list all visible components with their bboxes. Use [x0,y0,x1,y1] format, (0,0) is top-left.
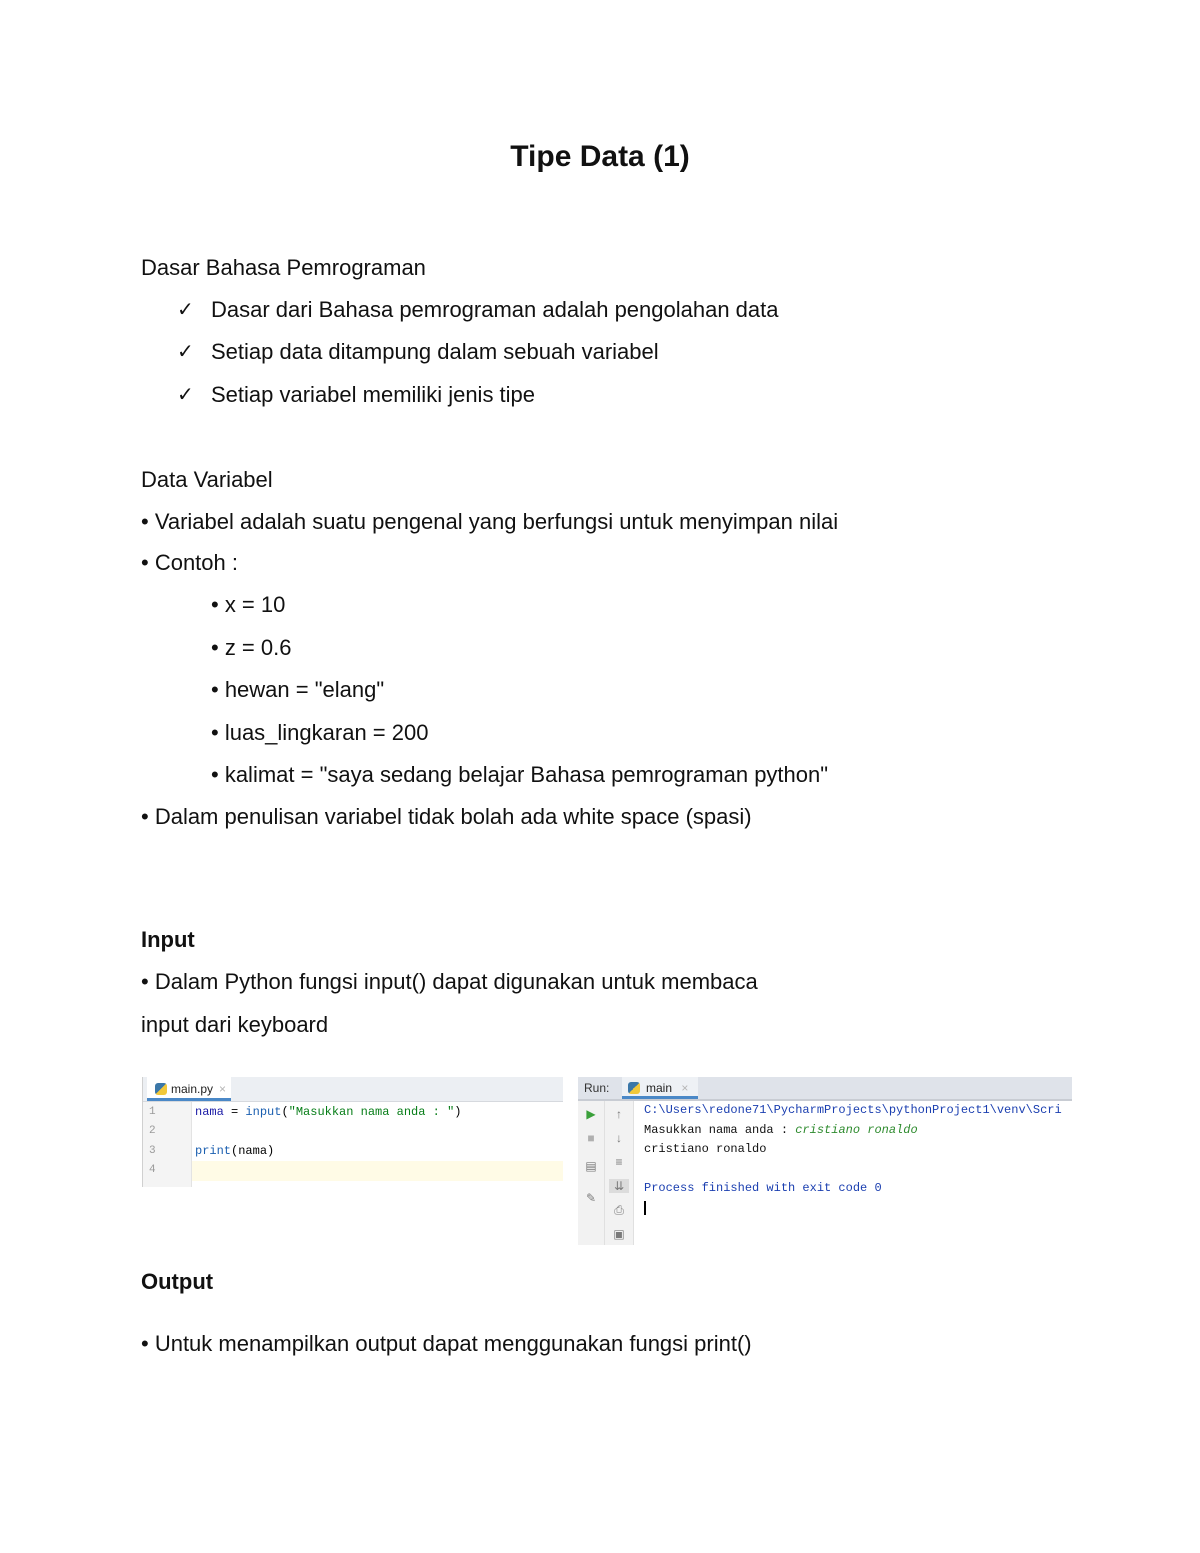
page-title: Tipe Data (1) [510,140,690,173]
console-caret[interactable] [644,1201,646,1215]
example-item: • kalimat = "saya sedang belajar Bahasa pemrograman python" [211,762,829,787]
example-item: • luas_lingkaran = 200 [211,720,429,745]
line-number: 1 [149,1106,156,1118]
bullet-item: • Dalam Python fungsi input() dapat digunakan untuk membaca [141,969,758,994]
section-heading-input: Input [141,927,195,952]
console-prompt: Masukkan nama anda : [644,1123,796,1137]
check-item: Setiap data ditampung dalam sebuah variabel [211,339,659,364]
code-paren: ( [281,1105,289,1119]
play-icon[interactable]: ▶ [586,1107,596,1121]
line-gutter [143,1102,192,1187]
run-console-screenshot [578,1077,1072,1245]
example-item: • x = 10 [211,592,286,617]
run-label: Run: [584,1081,610,1095]
python-file-icon [628,1082,640,1094]
paragraph-line: input dari keyboard [141,1012,329,1037]
code-editor-screenshot [142,1077,563,1187]
console-path: C:\Users\redone71\PycharmProjects\pythonProject1\venv\Scri [644,1103,1062,1117]
python-file-icon [155,1083,167,1095]
run-toolbar-right [605,1101,634,1245]
check-item: Setiap variabel memiliki jenis tipe [211,382,536,407]
scroll-to-end-icon[interactable]: ⇊ [609,1179,629,1193]
stop-icon[interactable]: ■ [587,1131,595,1145]
console-output: cristiano ronaldo [644,1142,767,1156]
arrow-up-icon[interactable]: ↑ [616,1107,622,1121]
bullet-item: • Untuk menampilkan output dapat menggunakan fungsi print() [141,1331,752,1356]
bullet-item: • Variabel adalah suatu pengenal yang berfungsi untuk menyimpan nilai [141,509,839,534]
line-number: 4 [149,1164,156,1176]
section-heading-output: Output [141,1269,214,1294]
bullet-item: • Contoh : [141,550,238,575]
code-function: input [245,1105,282,1119]
run-toolbar-left [578,1101,605,1245]
code-line-3[interactable] [195,1144,274,1158]
checkmark-icon: ✓ [177,299,194,321]
bullet-item: • Dalam penulisan variabel tidak bolah ada white space (spasi) [141,804,752,829]
section-heading-dasar: Dasar Bahasa Pemrograman [141,255,426,280]
close-icon[interactable]: × [681,1081,689,1095]
pin-icon[interactable]: ✎ [585,1191,597,1205]
line-number: 3 [149,1145,156,1157]
soft-wrap-icon[interactable]: ≡ [615,1155,623,1169]
run-tab-label: main [646,1081,673,1095]
checkmark-icon: ✓ [177,341,194,363]
code-string: "Masukkan nama anda : " [288,1105,455,1119]
code-variable: nama [195,1105,224,1119]
code-function: print [195,1144,232,1158]
code-line-1[interactable] [195,1105,461,1119]
example-item: • hewan = "elang" [211,677,385,702]
line-number: 2 [149,1125,156,1137]
run-tab-main[interactable] [622,1077,698,1099]
code-paren: ) [454,1105,462,1119]
layout-icon[interactable]: ▤ [585,1159,597,1173]
trash-icon[interactable]: ▣ [613,1227,625,1241]
code-args: (nama) [231,1144,275,1158]
editor-tab-label: main.py [171,1082,214,1096]
close-icon[interactable]: × [219,1082,227,1096]
section-heading-data-variabel: Data Variabel [141,467,273,492]
check-item: Dasar dari Bahasa pemrograman adalah pengolahan data [211,297,779,322]
checkmark-icon: ✓ [177,384,194,406]
run-tab-bar [578,1077,1072,1101]
arrow-down-icon[interactable]: ↓ [616,1131,622,1145]
console-prompt-line [644,1123,918,1137]
code-operator: = [223,1105,246,1119]
current-line-highlight [192,1161,563,1181]
example-item: • z = 0.6 [211,635,292,660]
console-exit-message: Process finished with exit code 0 [644,1181,882,1195]
print-icon[interactable]: ⎙ [614,1203,624,1217]
console-user-input: cristiano ronaldo [795,1123,918,1137]
editor-tab-bar [143,1077,563,1102]
editor-tab-main-py[interactable] [147,1077,231,1101]
